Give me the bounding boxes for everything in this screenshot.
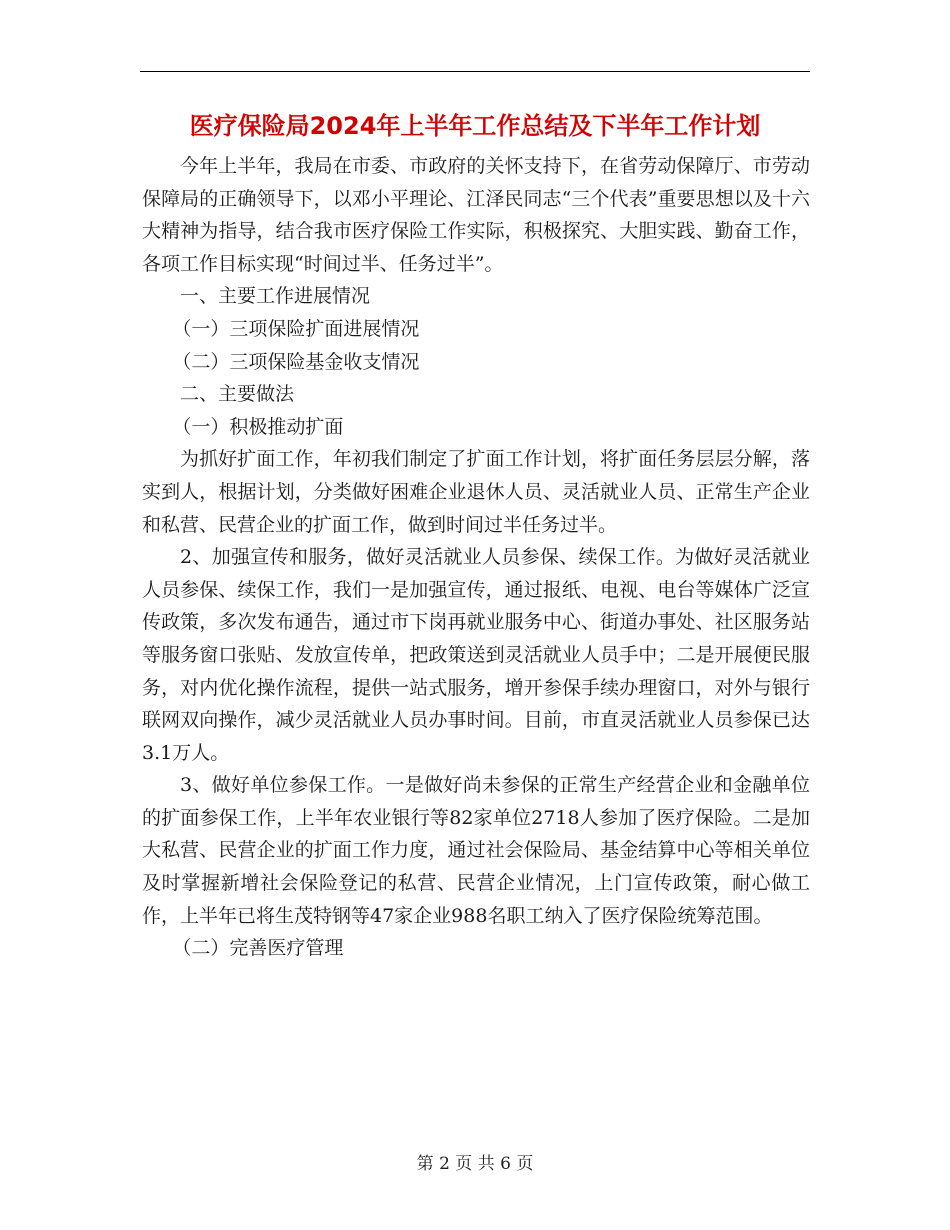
section-heading-1: 一、主要工作进展情况: [180, 285, 371, 308]
document-title: 医疗保险局2024年上半年工作总结及下半年工作计划: [189, 112, 761, 140]
document-body: [142, 150, 810, 965]
subsection-heading-1-2: （二）三项保险基金收支情况: [172, 350, 420, 373]
paragraph-publicity-service: 2、加强宣传和服务，做好灵活就业人员参保、续保工作。为做好灵活就业人员参保、续保工作，我们一是加强宣传，通过报纸、电视、电台等媒体广泛宣传政策，多次发布通告，通过市下岗再就业服务中心、街道办事处、社区服务站等服务窗口张贴、发放宣传单，把政策送到灵活就业人员手中；二是开展便民服务，对内优化操作流程，提供一站式服务，增开参保手续办理窗口，对外与银行联网双向操作，减少灵活就业人员办事时间。目前，市直灵活就业人员参保已达3.1万人。: [142, 546, 810, 764]
header-rule: [140, 71, 810, 72]
subsection-heading-2-2: （二）完善医疗管理: [172, 937, 344, 960]
section-heading-2: 二、主要做法: [180, 383, 295, 406]
subsection-heading-2-1: （一）积极推动扩面: [172, 415, 344, 438]
subsection-heading-1-1: （一）三项保险扩面进展情况: [172, 317, 420, 340]
paragraph-intro: 今年上半年，我局在市委、市政府的关怀支持下，在省劳动保障厅、市劳动保障局的正确领导下，以邓小平理论、江泽民同志“三个代表”重要思想以及十六大精神为指导，结合我市医疗保险工作实际，积极探究、大胆实践、勤奋工作，各项工作目标实现“时间过半、任务过半”。: [142, 155, 810, 275]
paragraph-unit-enrollment: 3、做好单位参保工作。一是做好尚未参保的正常生产经营企业和金融单位的扩面参保工作，上半年农业银行等82家单位2718人参加了医疗保险。二是加大私营、民营企业的扩面工作力度，通过社会保险局、基金结算中心等相关单位及时掌握新增社会保险登记的私营、民营企业情况，上门宣传政策，耐心做工作，上半年已将生茂特钢等47家企业988名职工纳入了医疗保险统筹范围。: [142, 774, 810, 927]
page-number-footer: 第 2 页 共 6 页: [416, 1154, 534, 1174]
paragraph-expansion-plan: 为抓好扩面工作，年初我们制定了扩面工作计划，将扩面任务层层分解，落实到人，根据计划，分类做好困难企业退休人员、灵活就业人员、正常生产企业和私营、民营企业的扩面工作，做到时间过半任务过半。: [142, 448, 810, 536]
